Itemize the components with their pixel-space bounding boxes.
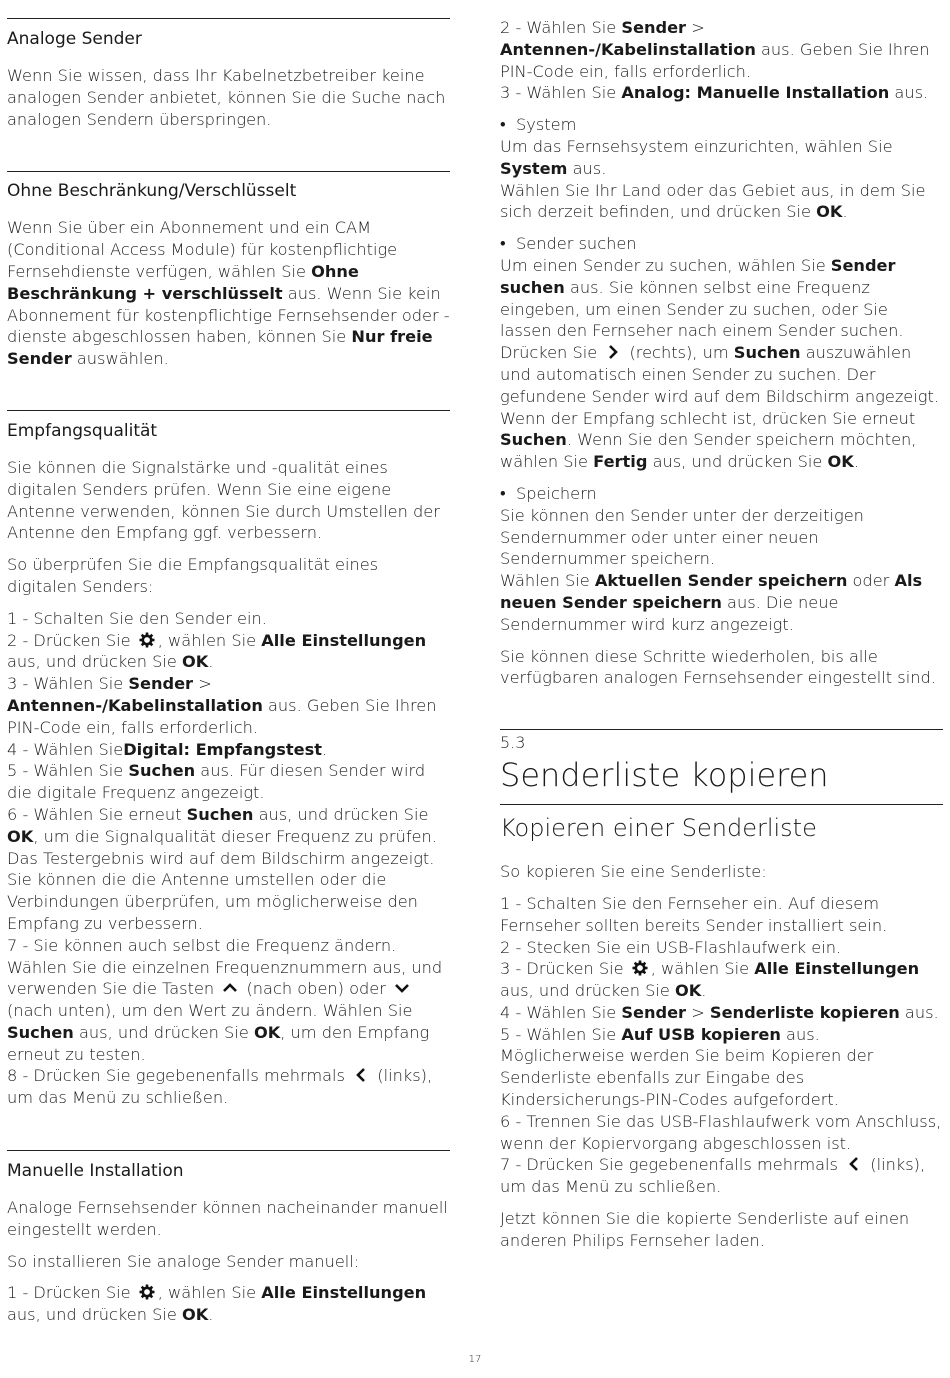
chevron-right-icon (604, 343, 622, 361)
left-column (7, 0, 450, 1326)
right-column (500, 0, 943, 1252)
paragraph: Sie können den Sender unter der derzeitigen Sendernummer oder unter einer neuen Sendernummer speichern. (500, 505, 864, 569)
list-item: 6 - Trennen Sie das USB-Flashlaufwerk vom Anschluss, wenn der Kopiervorgang abgeschlossen ist. (500, 1111, 942, 1153)
bullet-heading: • Speichern (500, 483, 597, 503)
chevron-left-icon (352, 1066, 370, 1084)
list-item: 6 - Wählen Sie erneut Suchen aus, und drücken Sie OK, um die Signalqualität dieser Frequenz zu prüfen. Das Testergebnis wird auf dem Bildschirm angezeigt. Sie können die die Antenne umstellen oder die Verbindungen überprüfen, um möglicherweise den Empfang zu verbessern. (7, 804, 437, 933)
list-item: 7 - Sie können auch selbst die Frequenz ändern. Wählen Sie die einzelnen Frequenznummern aus, und verwenden Sie die Tasten (nach oben) oder (nach unten), um den Wert zu ändern. Wählen Sie Suchen aus, und drücken Sie OK, um den Empfang erneut zu testen. (7, 935, 443, 1064)
list-item: 1 - Drücken Sie , wählen Sie Alle Einstellungen aus, und drücken Sie OK. (7, 1283, 427, 1325)
paragraph: Wenn Sie wissen, dass Ihr Kabelnetzbetreiber keine analogen Sender anbietet, können Sie die Suche nach analogen Sendern überspringen. (7, 66, 446, 129)
heading-analoge-sender: Analoge Sender (7, 29, 142, 49)
divider (7, 171, 450, 172)
paragraph: Wählen Sie Aktuellen Sender speichern oder Als neuen Sender speichern aus. Die neue Sendernummer wird kurz angezeigt. (500, 571, 923, 634)
gear-icon (138, 631, 156, 649)
paragraph: So kopieren Sie eine Senderliste: (500, 862, 767, 882)
chevron-up-icon (221, 979, 239, 997)
list-item: 5 - Wählen Sie Auf USB kopieren aus. Möglicherweise werden Sie beim Kopieren der Senderliste ebenfalls zur Eingabe des Kindersicherungs-PIN-Codes aufgefordert. (500, 1024, 874, 1110)
list-item: 7 - Drücken Sie gegebenenfalls mehrmals (links), um das Menü zu schließen. (500, 1155, 926, 1197)
gear-icon (138, 1283, 156, 1301)
chevron-down-icon (393, 979, 411, 997)
paragraph: Wenn Sie über ein Abonnement und ein CAM (Conditional Access Module) für kostenpflichtige Fernsehdienste verfügen, wählen Sie Ohne Beschränkung + verschlüsselt aus. Wenn Sie kein Abonnement für kostenpflichtige Fernsehsender oder -dienste abgeschlossen haben, können Sie Nur freie Sender auswählen. (7, 218, 450, 369)
paragraph: So installieren Sie analoge Sender manuell: (7, 1251, 360, 1271)
list-item: 3 - Wählen Sie Analog: Manuelle Installation aus. (500, 83, 929, 103)
paragraph: Wählen Sie Ihr Land oder das Gebiet aus, in dem Sie sich derzeit befinden, und drücken Sie OK. (500, 180, 926, 222)
divider (500, 804, 943, 805)
heading-ohne-beschraenkung: Ohne Beschränkung/Verschlüsselt (7, 181, 297, 202)
list-item: 2 - Drücken Sie , wählen Sie Alle Einstellungen aus, und drücken Sie OK. (7, 630, 427, 672)
paragraph: Sie können die Signalstärke und -qualität eines digitalen Senders prüfen. Wenn Sie eine eigene Antenne verwenden, können Sie durch Umstellen der Antenne den Empfang ggf. verbessern. (7, 457, 440, 543)
chevron-left-icon (845, 1155, 863, 1173)
list-item: 5 - Wählen Sie Suchen aus. Für diesen Sender wird die digitale Frequenz angezeigt. (7, 761, 426, 803)
list-item: 1 - Schalten Sie den Fernseher ein. Auf diesem Fernseher sollten bereits Sender installiert sein. (500, 893, 888, 935)
page-number: 17 (468, 1354, 482, 1365)
list-item: 2 - Wählen Sie Sender > Antennen-/Kabelinstallation aus. Geben Sie Ihren PIN-Code ein, falls erforderlich. (500, 18, 930, 81)
divider (7, 1150, 450, 1151)
paragraph: Um einen Sender zu suchen, wählen Sie Sender suchen aus. Sie können selbst eine Frequenz eingeben, um einen Sender zu suchen, oder Sie lassen den Fernseher nach einem Sender suchen. Drücken Sie (rechts), um Suchen auszuwählen und automatisch einen Sender zu suchen. Der gefundene Sender wird auf dem Bildschirm angezeigt. Wenn der Empfang schlecht ist, drücken Sie erneut Suchen. Wenn Sie den Sender speichern möchten, wählen Sie Fertig aus, und drücken Sie OK. (500, 255, 939, 472)
list-item: 1 - Schalten Sie den Sender ein. (7, 608, 267, 628)
paragraph: So überprüfen Sie die Empfangsqualität eines digitalen Senders: (7, 555, 379, 596)
heading-empfangsqualitaet: Empfangsqualität (7, 420, 158, 441)
paragraph: Sie können diese Schritte wiederholen, bis alle verfügbaren analogen Fernsehsender eingestellt sind. (500, 646, 936, 688)
paragraph: Um das Fernsehsystem einzurichten, wählen Sie System aus. (500, 136, 893, 178)
paragraph: Jetzt können Sie die kopierte Senderliste auf einen anderen Philips Fernseher laden. (500, 1209, 910, 1250)
list-item: 2 - Stecken Sie ein USB-Flashlaufwerk ein. (500, 937, 842, 957)
paragraph: Analoge Fernsehsender können nacheinander manuell eingestellt werden. (7, 1198, 448, 1239)
list-item: 8 - Drücken Sie gegebenenfalls mehrmals (links), um das Menü zu schließen. (7, 1066, 433, 1108)
heading-manuelle-installation: Manuelle Installation (7, 1161, 184, 1182)
gear-icon (631, 959, 649, 977)
bullet-heading: • System (500, 115, 577, 135)
bullet-heading: • Sender suchen (500, 234, 637, 254)
chapter-number: 5.3 (500, 733, 526, 753)
chapter-title: Senderliste kopieren (500, 756, 829, 795)
list-item: 4 - Wählen Sie Sender > Senderliste kopieren aus. (500, 1002, 939, 1022)
list-item: 3 - Drücken Sie , wählen Sie Alle Einstellungen aus, und drücken Sie OK. (500, 959, 920, 1001)
section-title: Kopieren einer Senderliste (500, 814, 817, 843)
list-item: 3 - Wählen Sie Sender > Antennen-/Kabelinstallation aus. Geben Sie Ihren PIN-Code ein, falls erforderlich. (7, 674, 437, 737)
divider (7, 410, 450, 411)
divider (7, 18, 450, 19)
divider (500, 729, 943, 730)
list-item: 4 - Wählen SieDigital: Empfangstest. (7, 739, 328, 759)
